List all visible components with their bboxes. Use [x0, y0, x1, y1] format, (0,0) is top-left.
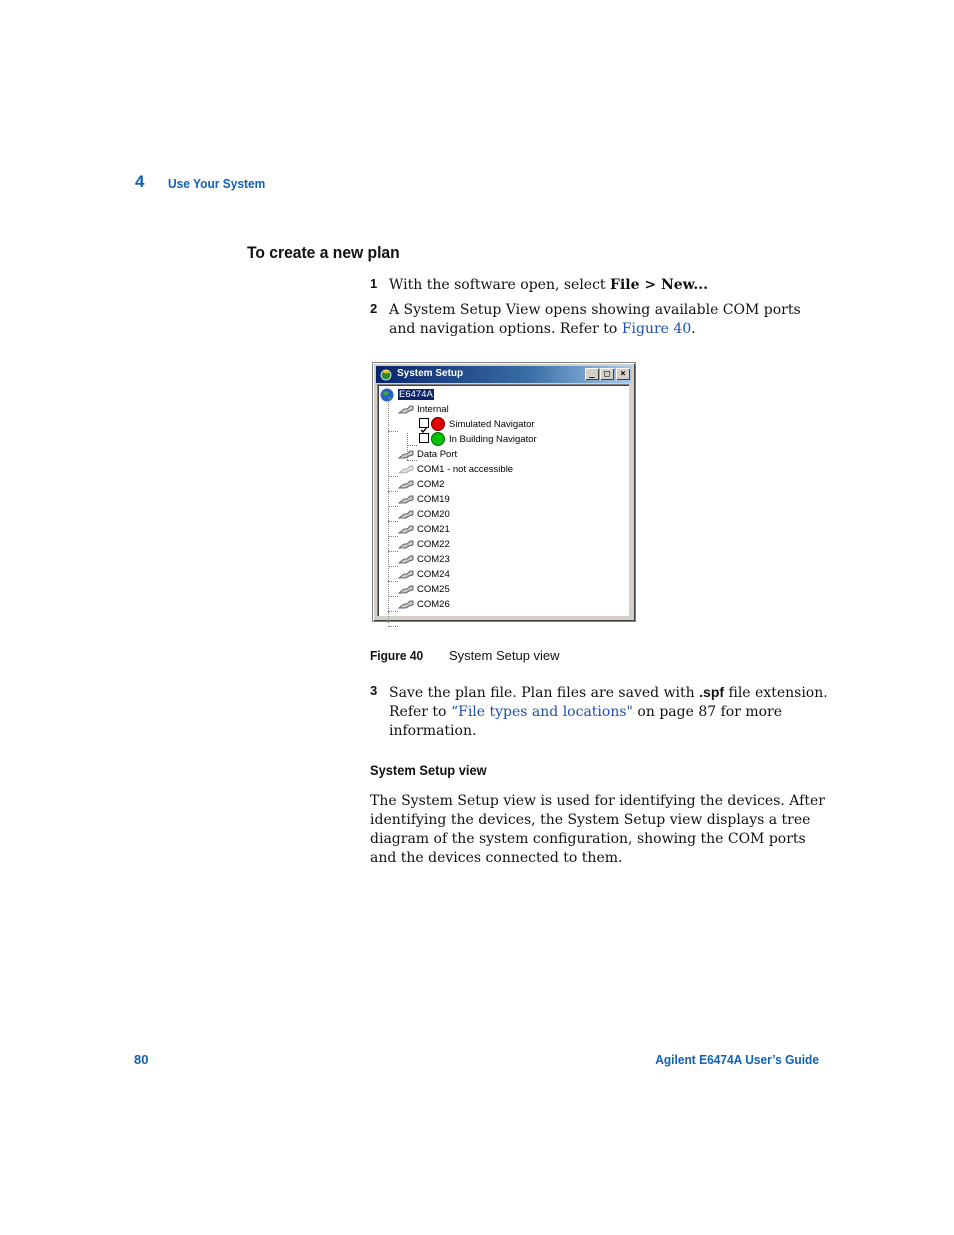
body-paragraph: The System Setup view is used for identifying the devices. After identifying the devices, the System Setup view displays a tree diagram of the system configuration, showing the COM ports and the devices connected to them. [370, 793, 825, 866]
tree-data-port[interactable]: Data Port [417, 449, 458, 460]
step-menu-path: File > New... [610, 277, 708, 293]
data-port-icon [398, 448, 414, 460]
chapter-title: Use Your System [168, 176, 266, 191]
tree-com-port[interactable]: COM23 [417, 554, 450, 565]
step-3 [370, 683, 830, 741]
com-port-icon [398, 463, 414, 475]
close-button[interactable]: × [616, 368, 630, 380]
tree-internal[interactable]: Internal [417, 404, 449, 415]
com-port-icon [398, 583, 414, 595]
tree-com-port[interactable]: COM24 [417, 569, 450, 580]
figure-caption [370, 648, 560, 663]
tree-in-building-navigator[interactable]: In Building Navigator [449, 434, 537, 445]
green-status-icon [431, 432, 445, 446]
page-number: 80 [134, 1052, 149, 1067]
app-icon [379, 367, 393, 381]
window-title: System Setup [397, 368, 464, 379]
system-tree[interactable] [377, 384, 629, 616]
tree-root-e6474a[interactable]: E6474A [399, 389, 433, 400]
com-port-icon [398, 598, 414, 610]
footer-title: Agilent E6474A User’s Guide [655, 1052, 819, 1067]
com-port-icon [398, 568, 414, 580]
tree-com-port[interactable]: COM1 - not accessible [417, 464, 514, 475]
tree-com-port[interactable]: COM20 [417, 509, 450, 520]
file-types-link[interactable]: “File types and locations" [450, 704, 633, 720]
system-setup-window [372, 362, 636, 622]
step-text: A System Setup View opens showing available COM ports and navigation options. Refer to [389, 302, 801, 337]
step-text-end: on page 87 for more information. [389, 704, 783, 739]
tree-com-port[interactable]: COM25 [417, 584, 450, 595]
tree-simulated-navigator[interactable]: Simulated Navigator [449, 419, 535, 430]
window-titlebar[interactable] [376, 366, 632, 383]
tree-com-port[interactable]: COM21 [417, 524, 450, 535]
step-text: With the software open, select [389, 277, 611, 293]
tree-com-port[interactable]: COM2 [417, 479, 445, 490]
step-2 [370, 301, 830, 339]
com-port-icon [398, 493, 414, 505]
figure-link[interactable]: Figure 40 [621, 321, 692, 337]
step-text-end: . [691, 321, 696, 337]
checkbox-unchecked[interactable] [419, 433, 429, 443]
internal-connector-icon [398, 403, 414, 415]
step-text-middle: file extension. Refer to [389, 685, 828, 720]
step-number: 1 [370, 276, 378, 291]
globe-icon [379, 387, 395, 403]
com-port-icon [398, 478, 414, 490]
tree-com-port[interactable]: COM22 [417, 539, 450, 550]
chapter-number: 4 [135, 172, 145, 191]
step-1 [370, 276, 830, 295]
subheading: System Setup view [370, 762, 487, 778]
com-port-icon [398, 508, 414, 520]
tree-com-port[interactable]: COM19 [417, 494, 450, 505]
red-status-icon [431, 417, 445, 431]
checkbox-checked[interactable] [419, 418, 429, 428]
minimize-button[interactable]: _ [585, 368, 599, 380]
section-title: To create a new plan [247, 243, 400, 262]
com-port-icon [398, 538, 414, 550]
step-number: 2 [370, 301, 378, 316]
step-number: 3 [370, 683, 378, 698]
tree-com-port[interactable]: COM26 [417, 599, 450, 610]
com-port-icon [398, 523, 414, 535]
step-text: Save the plan file. Plan files are saved with [389, 685, 700, 701]
maximize-button[interactable]: □ [600, 368, 614, 380]
com-port-icon [398, 553, 414, 565]
figure-label: Figure 40 [370, 648, 424, 663]
file-extension: .spf [699, 684, 725, 700]
figure-caption-text: System Setup view [449, 648, 560, 663]
